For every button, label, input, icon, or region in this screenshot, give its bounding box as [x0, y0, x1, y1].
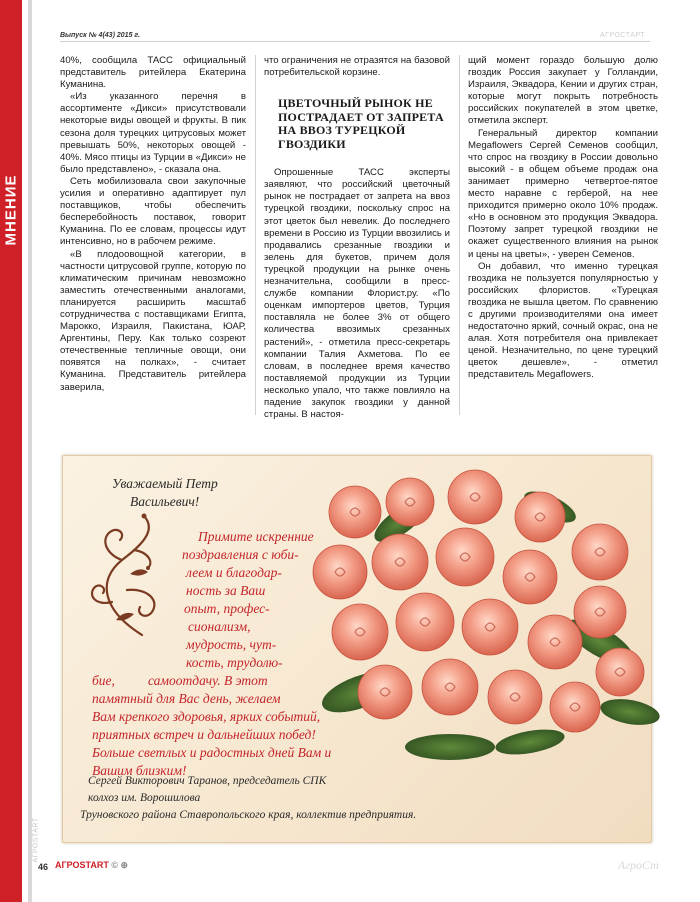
issue-number: Выпуск № 4(43) 2015 г. [60, 32, 140, 39]
rubric-label [0, 0, 22, 902]
paragraph: щий момент гораздо большую долю гвоздик Россия закупает у Голландии, Израиля, Эквадора, Кении и других стран, которые могут покрыть потребность российских покупателей в этом цветке, отметила эксперт. [468, 55, 658, 127]
paragraph: «Из указанного перечня в ассортименте «Дикси» присутствовали некоторые виды овощей и фрукты. В пик сезона доля турецких цитрусовых может превышать 50%, некоторых овощей - 40%. Мясо птицы из Турции в «Дикси» не было представлено», - сказала она. [60, 91, 246, 175]
wishes-line: Вашим близким! [92, 763, 187, 778]
column-divider [255, 55, 256, 415]
article-column-2 [264, 55, 450, 420]
column-divider [459, 55, 460, 415]
paragraph: Он добавил, что именно турецкая гвоздика не пользуется популярностью у российских флористов. «Турецкая гвоздика не вышла цветом. По сравнению с другими производителями она имеет недостаточно яркий, сочный окрас, она не алая. Хотя потребителя она привлекает ценой. Незначительно, по цене турецкий цветок дешевле», - отметил представитель Megaflowers. [468, 260, 658, 381]
paragraph: Генеральный директор компании Megaflowers Сергей Семенов сообщил, что спрос на гвоздику в России довольно высокий - в общем объеме продаж она занимает примерно четвертое-пятое место наравне с герберой, на нее приходится примерно около 10% продаж. «Но в основном это продукция Эквадора. Поэтому запрет турецкой гвоздики не окажет существенного влияния на рынок и цены на цветы», - уверен Семенов. [468, 127, 658, 260]
side-logo-text: АГРОSTART [32, 817, 40, 863]
article-column-1 [60, 55, 246, 410]
article-column-3 [468, 55, 658, 385]
wishes-line: ность за Ваш [186, 583, 266, 598]
wishes-line: мудрость, чут- [186, 637, 277, 652]
wishes-line: поздравления с юби- [182, 547, 299, 562]
paragraph: Сеть мобилизовала свои закупочные усилия и оперативно адаптирует пул поставщиков, чтобы обеспечить бесперебойность поставок, говорит Куманина. По ее словам, процессы идут интенсивно, но в рабочем режиме. [60, 175, 246, 248]
wishes-line: приятных встреч и дальнейших побед! [92, 727, 316, 742]
wishes-line: леем и благодар- [186, 565, 282, 580]
footer-logo-symbols: © ⊕ [111, 860, 129, 870]
wishes-line: памятный для Вас день, желаем [92, 691, 281, 706]
signature-line: Труновского района Ставропольского края, коллектив предприятия. [80, 809, 417, 821]
footer-logo-text: АГРОSTART [55, 860, 109, 870]
card-signature [80, 773, 417, 824]
salutation-line: Уважаемый Петр [112, 476, 218, 491]
salutation-line: Васильевич! [130, 494, 200, 509]
wishes-line: самоотдачу. В этот [148, 673, 268, 688]
header-rule [60, 41, 650, 42]
rail-grey-stripe [28, 0, 32, 902]
wishes-line: кость, трудолю- [186, 655, 283, 670]
wishes-line: Больше светлых и радостных дней Вам и [92, 745, 332, 760]
footer-logo [55, 860, 128, 871]
rubric-text: МНЕНИЕ [2, 174, 20, 246]
signature-line: колхоз им. Ворошилова [88, 792, 201, 804]
card-salutation [112, 475, 218, 511]
signature-line: Сергей Викторович Таранов, председатель СПК [88, 775, 327, 787]
paragraph: Опрошенные ТАСС эксперты заявляют, что российский цветочный рынок не пострадает от запрета на ввоз турецкой гвоздики, поскольку спрос на этот цветок был невелик. До последнего времени в Россию из Турции ввозились и продавались срезанные гвоздики и зелень для букетов, причем доля турецкой продукции на рынке очень незначительна, сообщили в пресс-службе компании Флорист.ру. «По оценкам импортеров цветов, Турция поставляла не более 3% от общего количества ввозимых срезанных растений», - отметила пресс-секретарь компании Талия Ахметова. По ее словам, в последнее время качество поставляемой продукции из Турции несколько упало, что также повлияло на падение закупок гвоздики у данной страны. В настоя- [264, 167, 450, 421]
paragraph: «В плодоовощной категории, в частности цитрусовой группе, которую по климатическим причинам невозможно заместить отечественными аналогами, планируется расширить масштаб сотрудничества с поставщиками Египта, Марокко, Израиля, Пакистана, ЮАР, Аргентины, Перу. Как только созреют отечественные тепличные овощи, они появятся на полках», - считает Куманина. Представитель ритейлера заверила, [60, 248, 246, 393]
wishes-line: опыт, профес- [184, 601, 270, 616]
wishes-line: бие, [92, 673, 115, 688]
paragraph: что ограничения не отразятся на базовой потребительской корзине. [264, 55, 450, 79]
ornament-swirl-icon [82, 510, 172, 640]
footer-watermark: АгроСт [618, 858, 659, 872]
paragraph: 40%, сообщила ТАСС официальный представитель ритейлера Екатерина Куманина. [60, 55, 246, 91]
header-right-mark: АГРОСТАРТ [600, 32, 646, 39]
wishes-line: сионализм, [188, 619, 251, 634]
page-number: 46 [38, 862, 49, 872]
wishes-line: Вам крепкого здоровья, ярких событий, [92, 709, 321, 724]
wishes-line: Примите искренние [198, 529, 314, 544]
section-heading: ЦВЕТОЧНЫЙ РЫНОК НЕ ПОСТРАДАЕТ ОТ ЗАПРЕТА НА ВВОЗ ТУРЕЦКОЙ ГВОЗДИКИ [278, 96, 444, 151]
roses-bouquet-image [300, 462, 660, 762]
